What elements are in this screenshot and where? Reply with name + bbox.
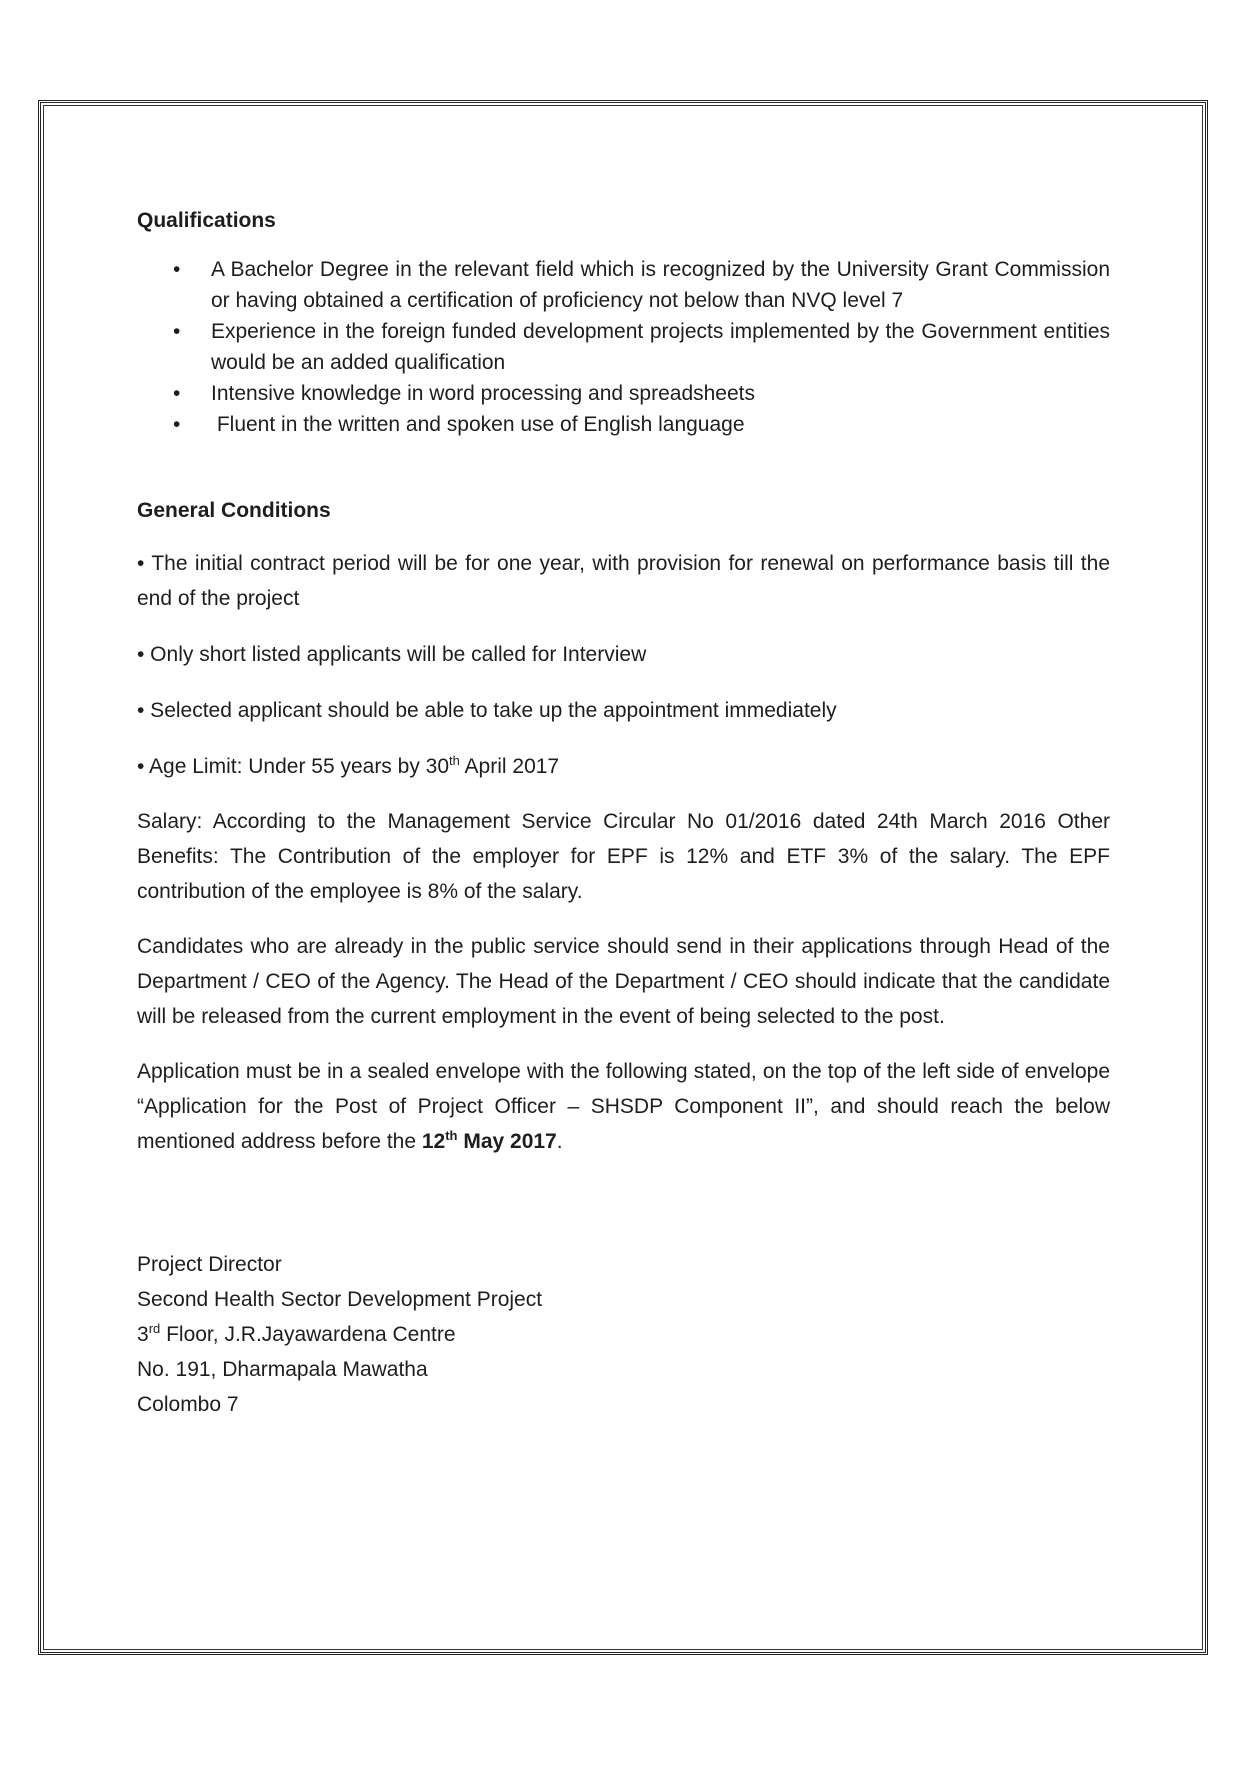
address-line: Second Health Sector Development Project xyxy=(137,1288,543,1311)
bullet-icon: • xyxy=(173,258,181,281)
qualification-text: Intensive knowledge in word processing and spreadsheets xyxy=(211,382,756,405)
age-limit-date: April 2017 xyxy=(459,755,560,778)
deadline-day: 12 xyxy=(421,1130,446,1153)
qualification-text: Experience in the foreign funded development projects implemented by the Government entities would be an added qualification xyxy=(211,320,1110,374)
public-service-paragraph: Candidates who are already in the public service should send in their applications through Head of the Department / CEO of the Agency. The Head of the Department / CEO should indicate that the candidate will be released from the current employment in the event of being selected to the post. xyxy=(137,935,1110,1028)
bullet-icon: • xyxy=(173,320,181,343)
condition-age-limit xyxy=(137,749,1110,784)
application-paragraph xyxy=(137,1054,1110,1159)
bullet-icon: • xyxy=(173,382,181,405)
condition-appointment: • Selected applicant should be able to take up the appointment immediately xyxy=(137,699,837,722)
list-item xyxy=(137,254,1110,316)
list-item xyxy=(137,316,1110,378)
address-line: Colombo 7 xyxy=(137,1393,239,1416)
deadline-month-year: May 2017 xyxy=(457,1130,557,1153)
floor-number: 3 xyxy=(137,1323,149,1346)
address-line: No. 191, Dharmapala Mawatha xyxy=(137,1358,428,1381)
ordinal-suffix: th xyxy=(445,1128,458,1143)
sentence-end: . xyxy=(556,1130,563,1153)
qualifications-heading: Qualifications xyxy=(137,209,276,232)
condition-shortlist: • Only short listed applicants will be called for Interview xyxy=(137,643,647,666)
address-line xyxy=(137,1317,1110,1352)
salary-paragraph: Salary: According to the Management Service Circular No 01/2016 dated 24th March 2016 Other Benefits: The Contribution of the employer for EPF is 12% and ETF 3% of the salary. The EPF contribution of the employee is 8% of the salary. xyxy=(137,810,1110,903)
postal-address xyxy=(137,1247,1110,1422)
qualifications-list xyxy=(137,254,1110,440)
age-limit-text: • Age Limit: Under 55 years by 30 xyxy=(137,755,450,778)
ordinal-suffix: th xyxy=(449,753,460,768)
list-item xyxy=(137,378,1110,409)
application-text: Application must be in a sealed envelope with the following stated, on the top of the left side of envelope “Application for the Post of Project Officer – SHSDP Component II”, and should reach the below mentioned address before the xyxy=(137,1060,1110,1153)
ordinal-suffix: rd xyxy=(148,1321,161,1336)
floor-text: Floor, J.R.Jayawardena Centre xyxy=(160,1323,456,1346)
document-body xyxy=(137,205,1110,1422)
qualification-text: Fluent in the written and spoken use of English language xyxy=(211,413,745,436)
bullet-icon: • xyxy=(173,413,181,436)
condition-contract-period: • The initial contract period will be for one year, with provision for renewal on performance basis till the end of the project xyxy=(137,552,1110,610)
list-item xyxy=(137,409,1110,440)
address-line: Project Director xyxy=(137,1253,282,1276)
qualification-text: A Bachelor Degree in the relevant field which is recognized by the University Grant Commission or having obtained a certification of proficiency not below than NVQ level 7 xyxy=(211,258,1110,312)
general-conditions-heading: General Conditions xyxy=(137,499,331,522)
